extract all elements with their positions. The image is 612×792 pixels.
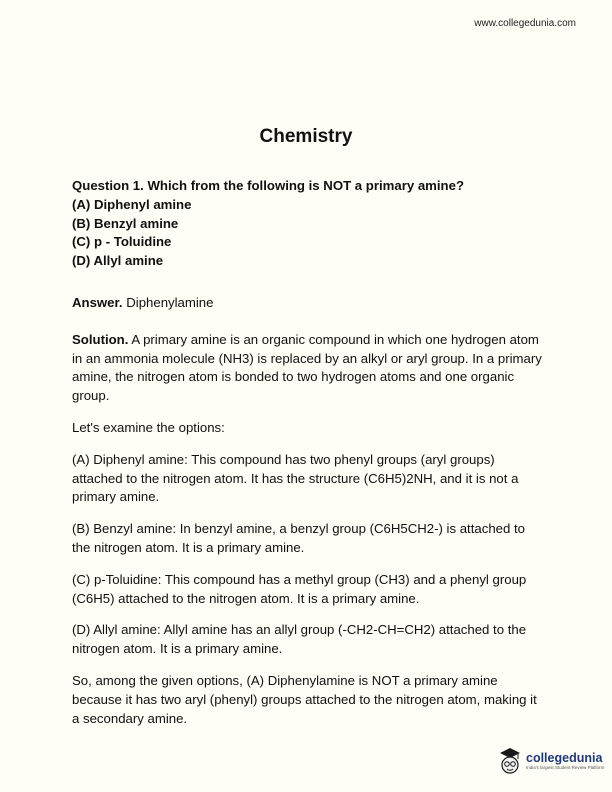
answer-label: Answer.	[72, 294, 123, 310]
solution-paragraph	[72, 331, 542, 406]
logo-text	[526, 752, 604, 771]
paragraph-option-c: (C) p-Toluidine: This compound has a methyl group (CH3) and a phenyl group (C6H5) attached to the nitrogen atom. It is a primary amine.	[72, 571, 527, 606]
option-b: (B) Benzyl amine	[72, 215, 179, 231]
option-a: (A) Diphenyl amine	[72, 196, 192, 212]
paragraph-conclusion: So, among the given options, (A) Diphenylamine is NOT a primary amine because it has two aryl (phenyl) groups attached to the nitrogen atom, making it a secondary amine.	[72, 672, 537, 726]
paragraph-option-d: (D) Allyl amine: Allyl amine has an allyl group (-CH2-CH=CH2) attached to the nitrogen atom. It is a primary amine.	[72, 622, 527, 657]
answer-text: Diphenylamine	[122, 294, 214, 310]
solution-text: A primary amine is an organic compound in which one hydrogen atom in an ammonia molecule (NH3) is replaced by an alkyl or aryl group. In a primary amine, the nitrogen atom is bonded to two hydrogen atoms and one organic group.	[72, 331, 542, 404]
question-text: Question 1. Which from the following is NOT a primary amine?	[72, 178, 465, 193]
solution-label: Solution.	[72, 331, 129, 347]
answer-line	[72, 294, 542, 313]
logo-name: collegedunia	[526, 750, 603, 765]
option-d: (D) Allyl amine	[72, 253, 164, 269]
question-block	[72, 177, 542, 271]
paragraph-option-a: (A) Diphenyl amine: This compound has two phenyl groups (aryl groups) attached to the nitrogen atom. It has the structure (C6H5)2NH, and it is not a primary amine.	[72, 451, 519, 505]
site-url: www.collegedunia.com	[474, 18, 576, 29]
document-body	[72, 177, 542, 728]
paragraph-option-b: (B) Benzyl amine: In benzyl amine, a benzyl group (C6H5CH2-) is attached to the nitrogen atom. It is a primary amine.	[72, 521, 525, 555]
page-title: Chemistry	[259, 126, 353, 147]
collegedunia-logo	[497, 746, 604, 776]
option-c: (C) p - Toluidine	[72, 234, 172, 250]
paragraph-intro: Let's examine the options:	[72, 419, 225, 435]
logo-tagline: India's largest Student Review Platform	[526, 764, 605, 770]
graduate-mascot-icon	[497, 746, 523, 776]
